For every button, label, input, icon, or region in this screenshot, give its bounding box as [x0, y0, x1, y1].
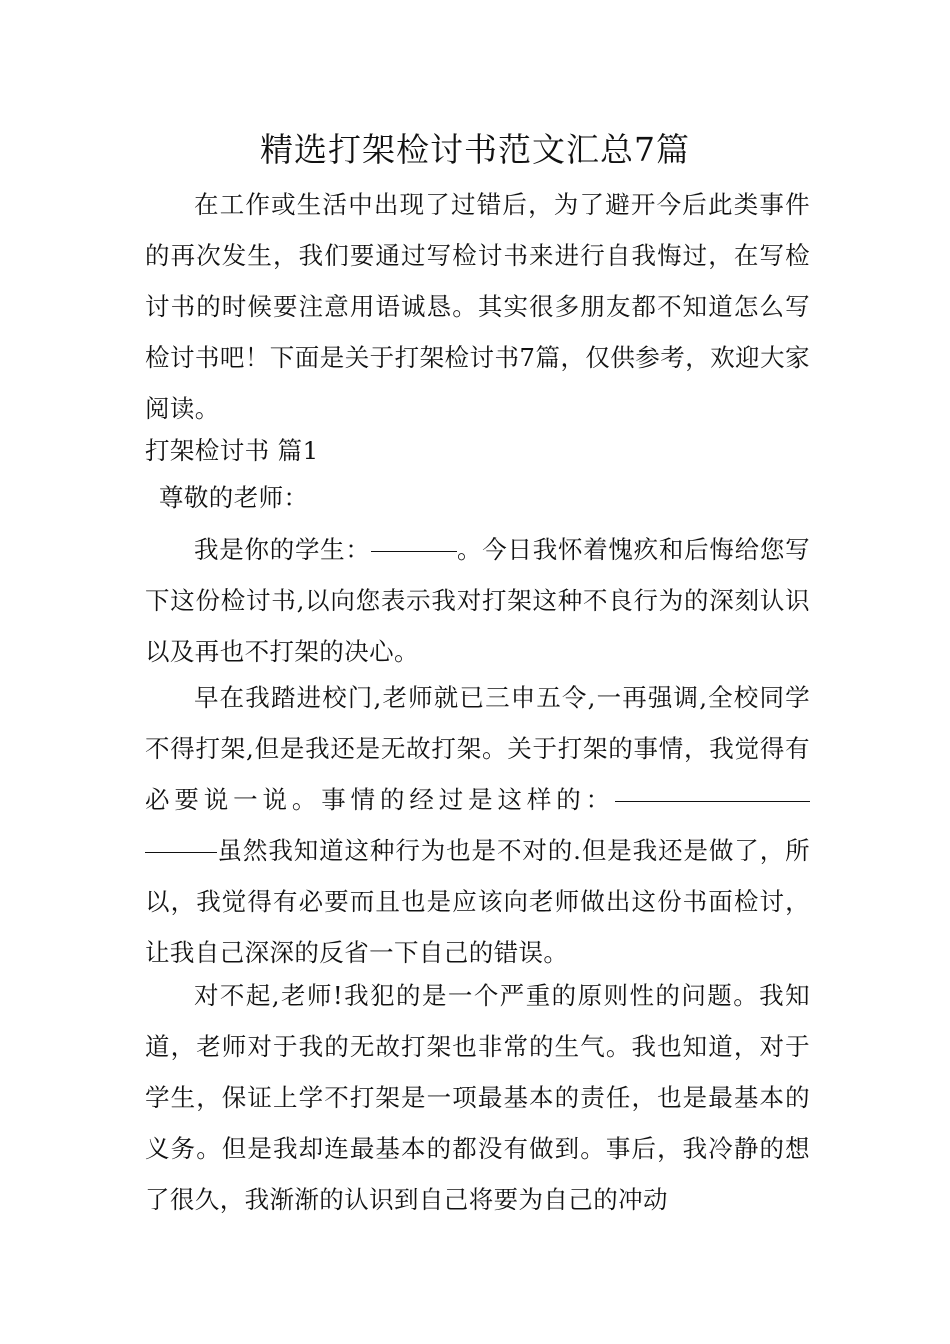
paragraph-2-lead: 早在我踏进校门,老师就已三申五令,一再强调,全校同学不得打架,但是我还是无故打架。关于打架的事情，我觉得有必要说一说。事情的经过是这样的： — [145, 683, 810, 814]
salutation: 尊敬的老师： — [159, 483, 309, 512]
name-blank — [371, 550, 457, 552]
paragraph-2-rest: 虽然我知道这种行为也是不对的.但是我还是做了，所以，我觉得有必要而且也是应该向老师做出这份书面检讨，让我自己深深的反省一下自己的错误。 — [145, 836, 810, 967]
intro-paragraph: 在工作或生活中出现了过错后，为了避开今后此类事件的再次发生，我们要通过写检讨书来进行自我悔过，在写检讨书的时候要注意用语诚恳。其实很多朋友都不知道怎么写检讨书吧！下面是关于打架检讨书7篇，仅供参考，欢迎大家阅读。 — [145, 190, 810, 423]
paragraph-1-lead: 我是你的学生： — [194, 535, 371, 564]
paragraph-1-rest: 。今日我怀着愧疚和后悔给您写下这份检讨书,以向您表示我对打架这种不良行为的深刻认识以及再也不打架的决心。 — [145, 535, 810, 666]
event-blank-1 — [615, 800, 810, 802]
paragraph-1 — [145, 524, 810, 677]
section-heading: 打架检讨书 篇1 — [145, 436, 319, 465]
event-blank-2 — [145, 851, 217, 853]
paragraph-2 — [145, 672, 810, 978]
paragraph-3: 对不起,老师!我犯的是一个严重的原则性的问题。我知道，老师对于我的无故打架也非常的生气。我也知道，对于学生，保证上学不打架是一项最基本的责任，也是最基本的义务。但是我却连最基本的都没有做到。事后，我冷静的想了很久，我渐渐的认识到自己将要为自己的冲动 — [145, 981, 810, 1214]
document-title: 精选打架检讨书范文汇总7篇 — [260, 130, 690, 169]
